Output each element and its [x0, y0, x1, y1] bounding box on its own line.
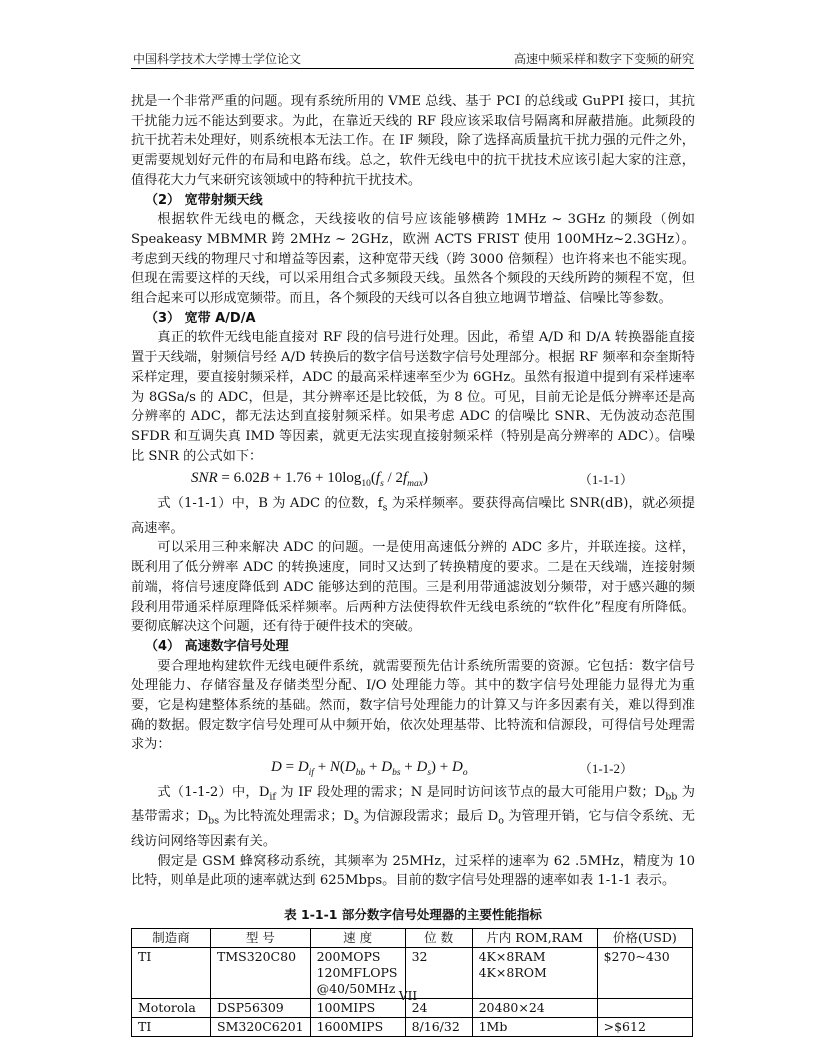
table-cell: 100MIPS	[310, 998, 405, 1017]
table-cell: DSP56309	[211, 998, 311, 1017]
section-heading: （4） 高速数字信号处理	[145, 638, 289, 654]
table-cell: 200MOPS 120MFLOPS @40/50MHz	[310, 947, 405, 998]
table-header-row	[132, 928, 693, 947]
column-header: 价格(USD)	[597, 928, 692, 947]
table-cell: 20480×24	[472, 998, 597, 1017]
table-cell: 4K×8RAM 4K×8ROM	[472, 947, 597, 998]
body-text	[131, 92, 695, 1037]
section-heading: （3） 宽带 A/D/A	[145, 310, 256, 326]
paragraph: 式（1-1-2）中，$D_{if}$ 为 IF 段处理的需求；N 是同时访问该节点的最大可能用户数；$D_{bb}$ 为基带需求；$D_{bs}$ 为比特流处理需求；$D_s$ 为信源段需求；最后 $D_o$ 为管理开销，它与信令系统、无线访问网络等因素有关。	[131, 785, 695, 849]
paragraph: 扰是一个非常严重的问题。现有系统所用的 VME 总线、基于 PCI 的总线或 GuPPI 接口，其抗干扰能力远不能达到要求。为此，在靠近天线的 RF 段应该采取信号隔离和屏蔽措施。此频段的抗干扰若未处理好，则系统根本无法工作。在 IF 频段，除了选择高质量抗干扰力强的元件之外，更需要规划好元件的布局和电路布线。总之，软件无线电中的抗干扰技术应该引起大家的注意，值得花大力气来研究该领域中的特种抗干扰技术。	[131, 94, 695, 188]
equation-dsp-expression: $D = D_{if} + N(D_{bb} + D_{bs} + D_s) + D_o$	[271, 759, 468, 779]
header-right: 高速中频采样和数字下变频的研究	[513, 52, 694, 66]
table-cell: TMS320C80	[211, 947, 311, 998]
table-cell: TI	[132, 1017, 211, 1036]
table-cell: 32	[405, 947, 472, 998]
column-header: 片内 ROM,RAM	[472, 928, 597, 947]
column-header: 制造商	[132, 928, 211, 947]
section-heading: （2） 宽带射频天线	[145, 192, 263, 208]
table-cell: TI	[132, 947, 211, 998]
table-cell: >$612	[597, 1017, 692, 1036]
table-cell: 24	[405, 998, 472, 1017]
paragraph: 要合理地构建软件无线电硬件系统，就需要预先估计系统所需要的资源。它包括：数字信号处理能力、存储容量及存储类型分配、I/O 处理能力等。其中的数字信号处理能力显得尤为重要，它是构建整体系统的基础。然而，数字信号处理能力的计算又与许多因素有关，难以得到准确的数据。假定数字信号处理可从中频开始，依次处理基带、比特流和信源段，可得信号处理需求为：	[131, 658, 695, 753]
header-left: 中国科学技术大学博士学位论文	[133, 52, 302, 66]
table-cell: 1600MIPS	[310, 1017, 405, 1036]
paragraph: 式（1-1-1）中，B 为 ADC 的位数，$f_s$ 为采样频率。要获得高信噪比 SNR(dB)，就必须提高速率。	[131, 496, 695, 536]
table-row	[132, 1017, 693, 1036]
table-cell: 1Mb	[472, 1017, 597, 1036]
column-header: 型 号	[211, 928, 311, 947]
dsp-performance-table	[131, 928, 693, 1037]
equation-number: （1-1-2）	[578, 761, 633, 777]
table-cell: Motorola	[132, 998, 211, 1017]
table-cell: SM320C6201	[211, 1017, 311, 1036]
column-header: 位 数	[405, 928, 472, 947]
equation-number: （1-1-1）	[578, 472, 633, 488]
table-caption: 表 1-1-1 部分数字信号处理器的主要性能指标	[284, 906, 542, 922]
table-cell: 8/16/32	[405, 1017, 472, 1036]
paragraph: 可以采用三种来解决 ADC 的问题。一是使用高速低分辨的 ADC 多片，并联连接。这样，既利用了低分辨率 ADC 的转换速度，同时又达到了转换精度的要求。二是在天线端，连接射频前端，将信号速度降低到 ADC 能够达到的范围。三是利用带通滤波划分频带，对于感兴趣的频段利用带通采样原理降低采样频率。后两种方法使得软件无线电系统的“软件化”程度有所降低。要彻底解决这个问题，还有待于硬件技术的突破。	[131, 540, 695, 635]
equation-dsp-demand	[131, 756, 695, 782]
equation-snr-expression: SNR = $6.02B + 1.76 + 10\log_{10}(f_s / 2f_{max})$	[191, 470, 428, 490]
page-number: VII	[398, 989, 418, 1003]
equation-snr	[131, 467, 695, 493]
paragraph: 假定是 GSM 蜂窝移动系统，其频率为 25MHz，过采样的速率为 62 .5MHz，精度为 10 比特，则单是此项的速率就达到 625Mbps。目前的数字信号处理器的速率如表 1-1-1 表示。	[131, 853, 695, 889]
table-cell: $270~430	[597, 947, 692, 998]
column-header: 速 度	[310, 928, 405, 947]
running-header	[131, 48, 694, 69]
paragraph: 根据软件无线电的概念，天线接收的信号应该能够横跨 1MHz ~ 3GHz 的频段（例如 Speakeasy MBMMR 跨 2MHz ~ 2GHz，欧洲 ACTS FRIST 使用 100MHz~2.3GHz）。考虑到天线的物理尺寸和增益等因素，这种宽带天线（跨 3000 倍频程）也许将来也不能实现。但现在需要这样的天线，可以采用组合式多频段天线。虽然各个频段的天线所跨的频程不宽，但组合起来可以形成宽频带。而且，各个频段的天线可以各自独立地调节增益、信噪比等参数。	[131, 212, 695, 307]
paragraph: 真正的软件无线电能直接对 RF 段的信号进行处理。因此，希望 A/D 和 D/A 转换器能直接置于天线端，射频信号经 A/D 转换后的数字信号送数字信号处理部分。根据 RF 频率和奈奎斯特采样定理，要直接射频采样，ADC 的最高采样速率至少为 6GHz。虽然有报道中提到有采样速率为 8GSa/s 的 ADC，但是，其分辨率还是比较低，为 8 位。可见，目前无论是低分辨率还是高分辨率的 ADC，都无法达到直接射频采样。如果考虑 ADC 的信噪比 SNR、无伪波动态范围 SFDR 和互调失真 IMD 等因素，就更无法实现直接射频采样（特别是高分辨率的 ADC）。信噪比 SNR 的公式如下：	[131, 330, 695, 464]
